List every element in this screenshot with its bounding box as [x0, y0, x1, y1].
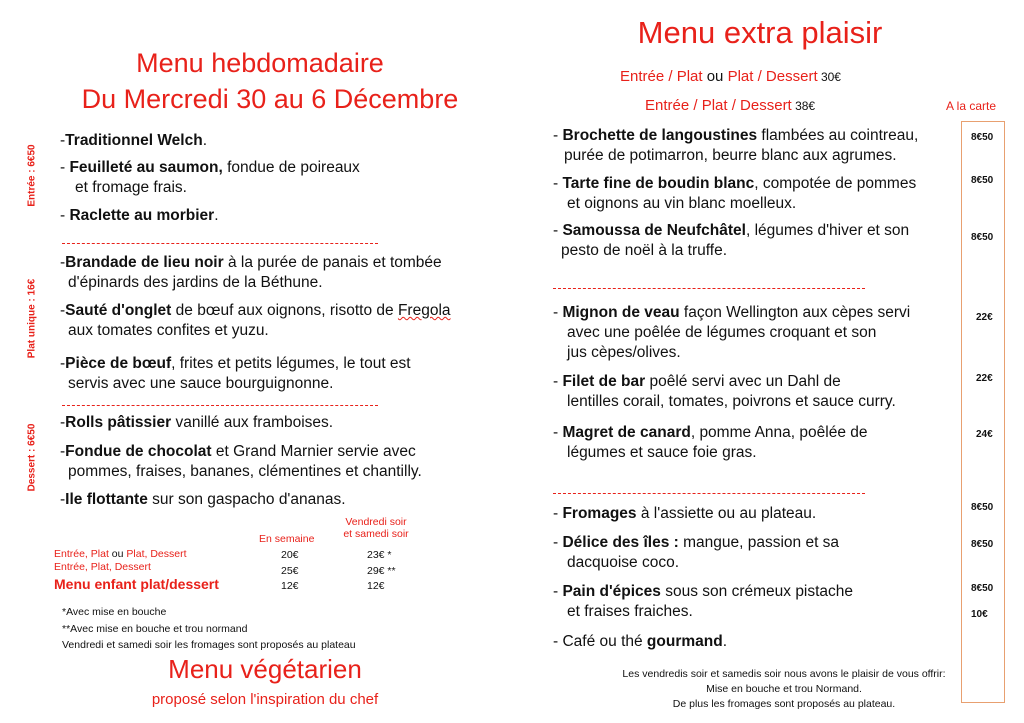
weekend-header: Vendredi soir et samedi soir — [343, 516, 409, 540]
formula-weekend-price: 29€ ** — [367, 565, 396, 577]
item-price: 10€ — [971, 609, 988, 620]
list-item: - Brochette de langoustines flambées au cointreau, purée de potimarron, beurre blanc aux agrumes. — [553, 127, 919, 164]
section-divider — [62, 405, 378, 406]
item-price: 24€ — [976, 429, 993, 440]
vegetarian-menu-title: Menu végétarien — [168, 654, 362, 684]
footnote: **Avec mise en bouche et trou normand — [62, 623, 248, 635]
footnote: Vendredi et samedi soir les fromages sont proposés au plateau — [62, 639, 356, 651]
list-item: - Pain d'épices sous son crémeux pistache et fraises fraiches. — [553, 583, 854, 620]
section-divider — [62, 243, 378, 244]
formula-week-price: 25€ — [281, 565, 299, 577]
kids-menu-label: Menu enfant plat/dessert — [54, 576, 219, 592]
section-divider — [553, 493, 865, 494]
item-price: 8€50 — [971, 502, 994, 513]
weekday-header: En semaine — [259, 533, 315, 545]
item-price: 22€ — [976, 373, 993, 384]
footnote: *Avec mise en bouche — [62, 606, 167, 618]
list-item: - Fromages à l'assiette ou au plateau. — [553, 505, 817, 522]
list-item: -Rolls pâtissier vanillé aux framboises. — [60, 414, 334, 431]
footer-note: Les vendredis soir et samedis soir nous avons le plaisir de vous offrir: — [622, 668, 946, 680]
list-item: - Tarte fine de boudin blanc, compotée de pommes et oignons au vin blanc moelleux. — [553, 175, 917, 212]
formula-week-price: 12€ — [281, 580, 299, 592]
list-item: -Brandade de lieu noir à la purée de panais et tombée d'épinards des jardins de la Béthune. — [60, 254, 442, 291]
formula-weekend-price: 12€ — [367, 580, 385, 592]
a-la-carte-label: A la carte — [946, 99, 997, 113]
section-divider — [553, 288, 865, 289]
list-item: - Raclette au morbier. — [60, 207, 219, 224]
formula-line: Entrée / Plat ou Plat / Dessert 30€ — [620, 68, 841, 85]
formula-weekend-price: 23€ * — [367, 549, 392, 561]
list-item: - Samoussa de Neufchâtel, légumes d'hiver et son pesto de noël à la truffe. — [553, 222, 910, 259]
item-price: 8€50 — [971, 232, 994, 243]
item-price: 8€50 — [971, 539, 994, 550]
entree-price-label: Entrée : 6€50 — [26, 144, 38, 207]
weekly-menu-title: Menu hebdomadaire — [136, 48, 384, 78]
list-item: - Mignon de veau façon Wellington aux cèpes servi avec une poêlée de légumes croquant et son jus cèpes/olives. — [553, 304, 911, 361]
weekly-menu-dates: Du Mercredi 30 au 6 Décembre — [81, 84, 459, 114]
list-item: -Pièce de bœuf, frites et petits légumes, le tout est servis avec une sauce bourguignonne. — [60, 355, 411, 392]
dessert-price-label: Dessert : 6€50 — [26, 423, 38, 492]
formula-row-label: Entrée, Plat, Dessert — [54, 561, 151, 573]
formula-line: Entrée / Plat / Dessert 38€ — [645, 97, 816, 114]
item-price: 22€ — [976, 312, 993, 323]
list-item: - Café ou thé gourmand. — [553, 633, 728, 650]
list-item: - Délice des îles : mangue, passion et sa dacquoise coco. — [553, 534, 840, 571]
plat-price-label: Plat unique : 16€ — [26, 278, 38, 359]
item-price: 8€50 — [971, 132, 994, 143]
list-item: - Feuilleté au saumon, fondue de poireaux et fromage frais. — [60, 159, 360, 196]
formula-week-price: 20€ — [281, 549, 299, 561]
list-item: -Fondue de chocolat et Grand Marnier servie avec pommes, fraises, bananes, clémentines et chantilly. — [60, 443, 422, 480]
item-price: 8€50 — [971, 175, 994, 186]
vegetarian-menu-subtitle: proposé selon l'inspiration du chef — [151, 691, 379, 708]
extra-menu-title: Menu extra plaisir — [637, 15, 883, 50]
list-item: -Sauté d'onglet de bœuf aux oignons, risotto de Fregola aux tomates confites et yuzu. — [60, 302, 451, 339]
list-item: - Magret de canard, pomme Anna, poêlée de légumes et sauce foie gras. — [553, 424, 868, 461]
item-price: 8€50 — [971, 583, 994, 594]
footer-note: De plus les fromages sont proposés au plateau. — [672, 698, 896, 710]
footer-note: Mise en bouche et trou Normand. — [706, 683, 862, 695]
list-item: -Ile flottante sur son gaspacho d'ananas. — [60, 491, 346, 508]
list-item: -Traditionnel Welch. — [60, 132, 207, 149]
formula-row-label: Entrée, Plat ou Plat, Dessert — [54, 548, 187, 560]
list-item: - Filet de bar poêlé servi avec un Dahl de lentilles corail, tomates, poivrons et sauce curry. — [553, 373, 896, 410]
